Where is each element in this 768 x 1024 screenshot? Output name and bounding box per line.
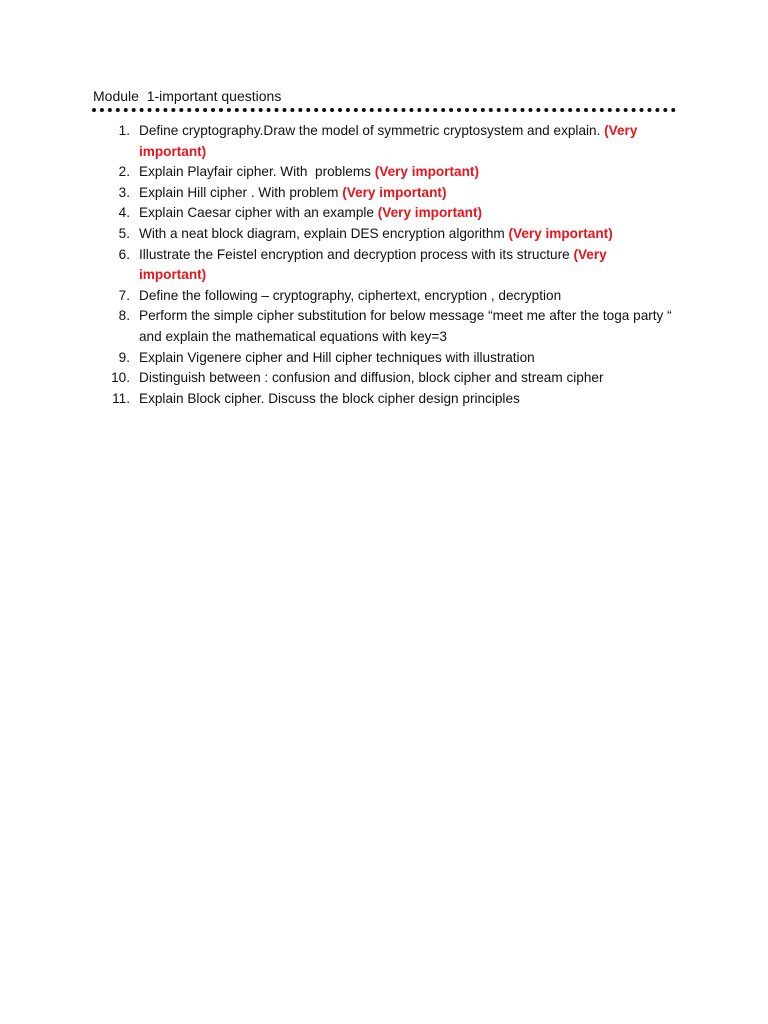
- importance-tag: (Very important): [139, 123, 638, 159]
- question-text: Explain Vigenere cipher and Hill cipher techniques with illustration: [139, 349, 535, 365]
- question-text: Define the following – cryptography, ciphertext, encryption , decryption: [139, 287, 562, 303]
- question-item: [92, 306, 676, 347]
- question-item: [92, 121, 672, 162]
- question-item: [92, 245, 672, 286]
- question-number: 10.: [111, 370, 130, 386]
- importance-tag: (Very important): [374, 164, 479, 180]
- question-text: Explain Caesar cipher with an example: [139, 205, 378, 221]
- question-text: Explain Playfair cipher. With problems: [139, 164, 375, 180]
- importance-tag: (Very important): [342, 184, 447, 200]
- question-item: [92, 224, 672, 245]
- question-item: [92, 183, 672, 204]
- question-text: Explain Block cipher. Discuss the block cipher design principles: [139, 390, 520, 406]
- question-text: Illustrate the Feistel encryption and decryption process with its structure: [139, 246, 574, 262]
- importance-tag: (Very important): [139, 246, 607, 283]
- question-item: [92, 348, 672, 369]
- question-text: Perform the simple cipher substitution for below message “meet me after the toga party “ and explain the mathematical equations with key=3: [139, 308, 676, 344]
- question-item: [92, 162, 672, 183]
- question-item: [92, 368, 672, 389]
- question-number: 11.: [112, 390, 130, 406]
- question-item: [92, 389, 672, 410]
- question-number: 7.: [118, 287, 130, 303]
- dotted-divider: [92, 108, 676, 112]
- question-item: [92, 286, 672, 307]
- question-text: Distinguish between : confusion and diffusion, block cipher and stream cipher: [139, 370, 604, 386]
- question-text: With a neat block diagram, explain DES encryption algorithm: [139, 225, 509, 241]
- question-number: 6.: [118, 246, 130, 262]
- question-text: Define cryptography.Draw the model of symmetric cryptosystem and explain.: [139, 123, 605, 138]
- question-number: 2.: [118, 164, 130, 180]
- question-text: Explain Hill cipher . With problem: [139, 184, 343, 200]
- question-number: 9.: [118, 349, 130, 365]
- question-number: 3.: [118, 184, 130, 200]
- question-item: [92, 203, 672, 224]
- page-title: Module 1-important questions: [93, 88, 282, 104]
- importance-tag: (Very important): [508, 225, 613, 241]
- question-number: 8.: [118, 308, 130, 324]
- importance-tag: (Very important): [377, 205, 483, 221]
- question-number: 5.: [118, 225, 130, 241]
- question-number: 4.: [118, 205, 130, 221]
- question-number: 1.: [118, 123, 130, 138]
- questions-list: [92, 121, 676, 409]
